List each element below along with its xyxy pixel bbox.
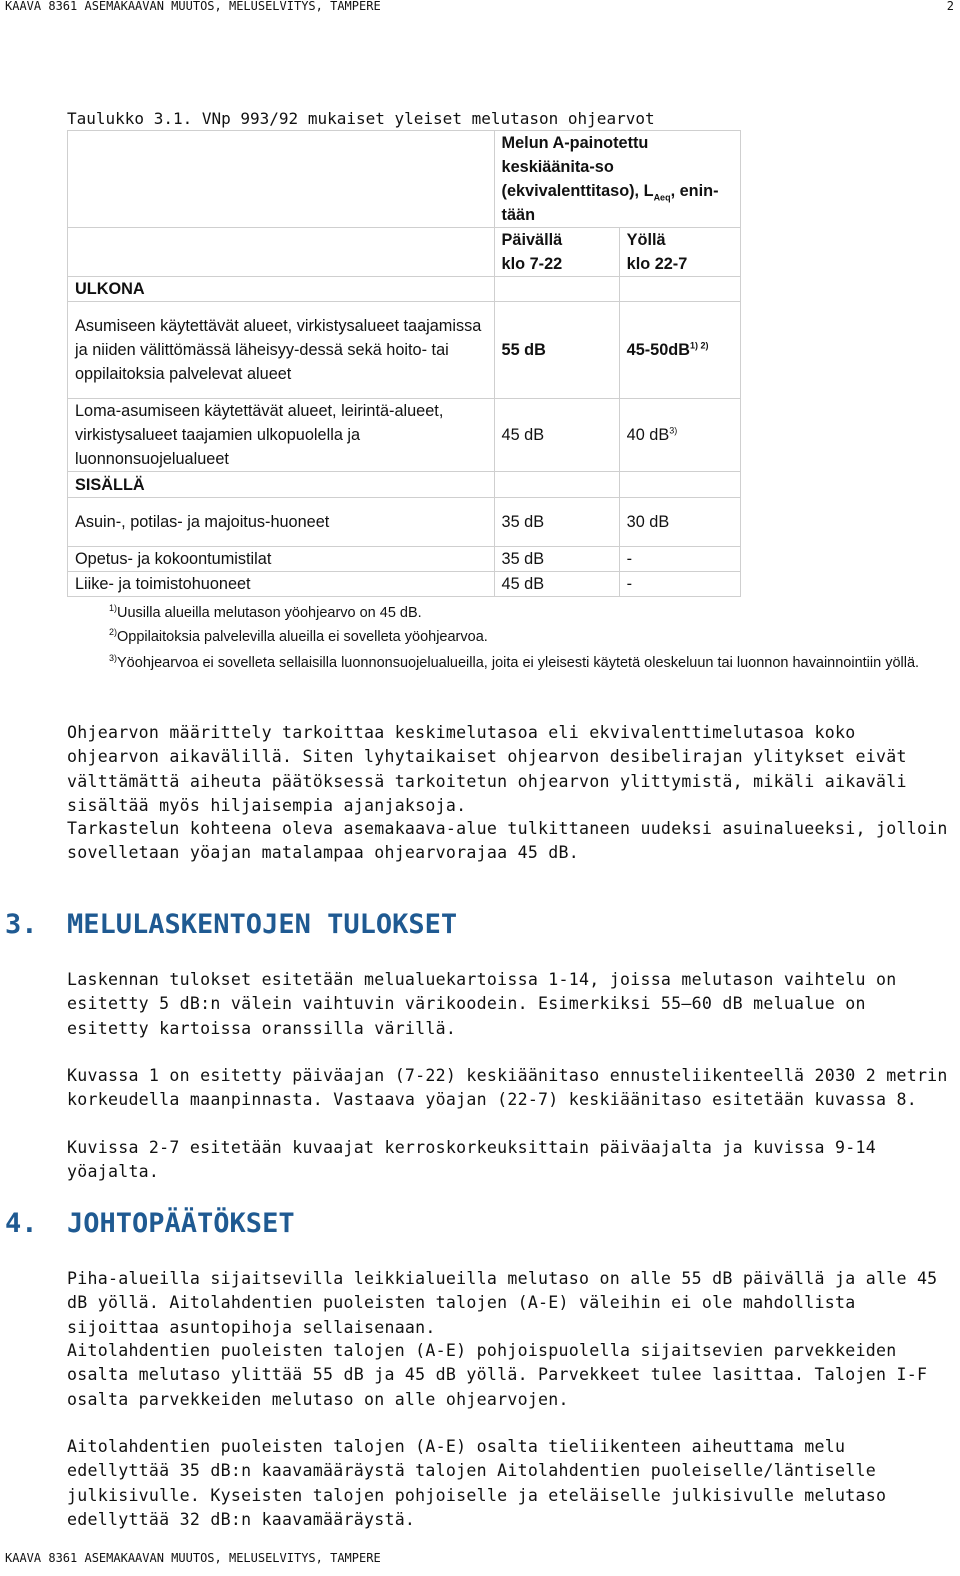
section-3-title: MELULASKENTOJEN TULOKSET bbox=[67, 909, 458, 940]
row1-day-value: 55 dB bbox=[494, 302, 619, 399]
empty-cell bbox=[494, 472, 619, 498]
table-row bbox=[68, 399, 741, 472]
table-row bbox=[68, 302, 741, 399]
row1-night-footnote: 1) 2) bbox=[690, 340, 709, 351]
section-heading-3 bbox=[0, 909, 960, 941]
table-caption: Taulukko 3.1. VNp 993/92 mukaiset yleiset melutason ohjearvot bbox=[67, 109, 655, 128]
row4-day-value: 35 dB bbox=[494, 547, 619, 572]
night-column-header bbox=[619, 228, 740, 277]
row5-label: Liike- ja toimistohuoneet bbox=[68, 572, 495, 597]
laeq-subscript: Aeq bbox=[653, 192, 671, 203]
header-empty-cell bbox=[68, 131, 495, 228]
header-group-cell bbox=[494, 131, 740, 228]
section-heading-4 bbox=[0, 1208, 960, 1240]
row2-night-footnote: 3) bbox=[669, 425, 678, 436]
paragraph-play-areas: Piha-alueilla sijaitsevilla leikkialueilla melutaso on alle 55 dB päivällä ja alle 45 dB yöllä. Aitolahdentien puoleisten talojen (A-E) väleihin ei ole mahdollista sijoittaa asuntopihoja sellaisenaan. bbox=[67, 1269, 938, 1337]
footnote-3-mark: 3) bbox=[109, 653, 118, 663]
section-indoor-label: SISÄLLÄ bbox=[68, 472, 495, 498]
paragraph-figure-1: Kuvassa 1 on esitetty päiväajan (7-22) keskiäänitaso ennusteliikenteellä 2030 2 metrin korkeudella maanpinnasta. Vastaava yöajan (22-7) keskiäänitaso esitetään kuvassa 8. bbox=[67, 1066, 948, 1110]
empty-cell bbox=[619, 472, 740, 498]
footnote-1-mark: 1) bbox=[109, 603, 118, 613]
row3-day-value: 35 dB bbox=[494, 498, 619, 547]
table-row bbox=[68, 498, 741, 547]
section-indoor-row bbox=[68, 472, 741, 498]
paragraph-facade-requirements: Aitolahdentien puoleisten talojen (A-E) osalta tieliikenteen aiheuttama melu edellyttää 35 dB:n kaavamääräystä talojen Aitolahdentien puoleiselle/läntiselle julkisivulle. Kyseisten talojen pohjoiselle ja eteläiselle julkisivulle melutaso edellyttää 32 dB:n kaavamääräystä. bbox=[67, 1437, 887, 1529]
row2-label: Loma-asumiseen käytettävät alueet, leirintä-alueet, virkistysalueet taajamien ulkopuolella ja luonnonsuojelualueet bbox=[68, 399, 495, 472]
row2-day-value: 45 dB bbox=[494, 399, 619, 472]
row3-night-value: 30 dB bbox=[619, 498, 740, 547]
footnote-3-text: Yöohjearvoa ei sovelleta sellaisilla luonnonsuojelualueilla, joita ei yleisesti käytetä oleskeluun tai luonnon havainnointiin yöllä. bbox=[117, 655, 920, 671]
page-footer: KAAVA 8361 ASEMAKAAVAN MUUTOS, MELUSELVITYS, TAMPERE bbox=[5, 1551, 381, 1565]
table-header-row bbox=[68, 131, 741, 228]
page-number: 2 bbox=[946, 0, 954, 13]
day-column-header bbox=[494, 228, 619, 277]
header-group-suffix: , enin-tään bbox=[501, 182, 719, 224]
row1-label: Asumiseen käytettävät alueet, virkistysalueet taajamissa ja niiden välittömässä läheisyy-dessä sekä hoito- tai oppilaitoksia palvelevat alueet bbox=[68, 302, 495, 399]
section-outdoor-row bbox=[68, 277, 741, 302]
footnote-1 bbox=[109, 603, 954, 623]
night-header-line2: klo 22-7 bbox=[626, 255, 688, 273]
row2-night-value: 40 dB bbox=[626, 426, 670, 444]
night-header-line1: Yöllä bbox=[626, 231, 666, 249]
row2-night-cell bbox=[619, 399, 740, 472]
row1-night-cell bbox=[619, 302, 740, 399]
page-header bbox=[5, 0, 954, 14]
paragraph-guideline-definition: Ohjearvon määrittely tarkoittaa keskimelutasoa eli ekvivalenttimelutasoa koko ohjearvon aikavälillä. Siten lyhytaikaiset ohjearvon desibelirajan ylitykset eivät välttämättä aiheuta päätöksessä tarkoitetun ohjearvon ylittymistä, mikäli aikaväli sisältää myös hiljaisempia ajanjaksoja. bbox=[67, 723, 907, 815]
footnote-1-text: Uusilla alueilla melutason yöohjearvo on 45 dB. bbox=[117, 605, 422, 621]
footnote-2-text: Oppilaitoksia palvelevilla alueilla ei sovelleta yöohjearvoa. bbox=[117, 629, 488, 645]
table-row bbox=[68, 547, 741, 572]
day-header-line1: Päivällä bbox=[501, 231, 563, 249]
row4-night-value: - bbox=[619, 547, 740, 572]
row5-day-value: 45 dB bbox=[494, 572, 619, 597]
section-outdoor-label: ULKONA bbox=[68, 277, 495, 302]
empty-cell bbox=[494, 277, 619, 302]
row1-night-value: 45-50dB bbox=[626, 341, 690, 359]
section-4-title: JOHTOPÄÄTÖKSET bbox=[67, 1208, 295, 1239]
table-row bbox=[68, 572, 741, 597]
section-4-number: 4. bbox=[5, 1208, 38, 1239]
header-group-text: Melun A-painotettu keskiäänita-so (ekvivalenttitaso), L bbox=[501, 134, 654, 200]
row3-label: Asuin-, potilas- ja majoitus-huoneet bbox=[68, 498, 495, 547]
header-title: KAAVA 8361 ASEMAKAAVAN MUUTOS, MELUSELVITYS, TAMPERE bbox=[5, 0, 381, 13]
footnote-2 bbox=[109, 627, 954, 647]
paragraph-figures-2-14: Kuvissa 2-7 esitetään kuvaajat kerroskorkeuksittain päiväajalta ja kuvissa 9-14 yöajalta. bbox=[67, 1138, 876, 1182]
paragraph-results-maps: Laskennan tulokset esitetään melualuekartoissa 1-14, joissa melutason vaihtelu on esitetty 5 dB:n välein vaihtuvin värikoodein. Esimerkiksi 55—60 dB melualue on esitetty kartoissa oranssilla värillä. bbox=[67, 970, 897, 1038]
row4-label: Opetus- ja kokoontumistilat bbox=[68, 547, 495, 572]
footnote-2-mark: 2) bbox=[109, 627, 118, 637]
paragraph-balconies: Aitolahdentien puoleisten talojen (A-E) pohjoispuolella sijaitsevien parvekkeiden osalta melutaso ylittää 55 dB ja 45 dB yöllä. Parvekkeet tulee lasittaa. Talojen I-F osalta parvekkeiden melutaso on alle ohjearvojen. bbox=[67, 1341, 928, 1409]
table-period-row bbox=[68, 228, 741, 277]
period-empty-cell bbox=[68, 228, 495, 277]
empty-cell bbox=[619, 277, 740, 302]
section-3-number: 3. bbox=[5, 909, 38, 940]
day-header-line2: klo 7-22 bbox=[501, 255, 563, 273]
row5-night-value: - bbox=[619, 572, 740, 597]
footnote-3 bbox=[109, 651, 954, 675]
noise-limits-table bbox=[67, 130, 741, 597]
paragraph-area-interpretation: Tarkastelun kohteena oleva asemakaava-alue tulkittaneen uudeksi asuinalueeksi, jolloin sovelletaan yöajan matalampaa ohjearvorajaa 45 dB. bbox=[67, 819, 948, 863]
